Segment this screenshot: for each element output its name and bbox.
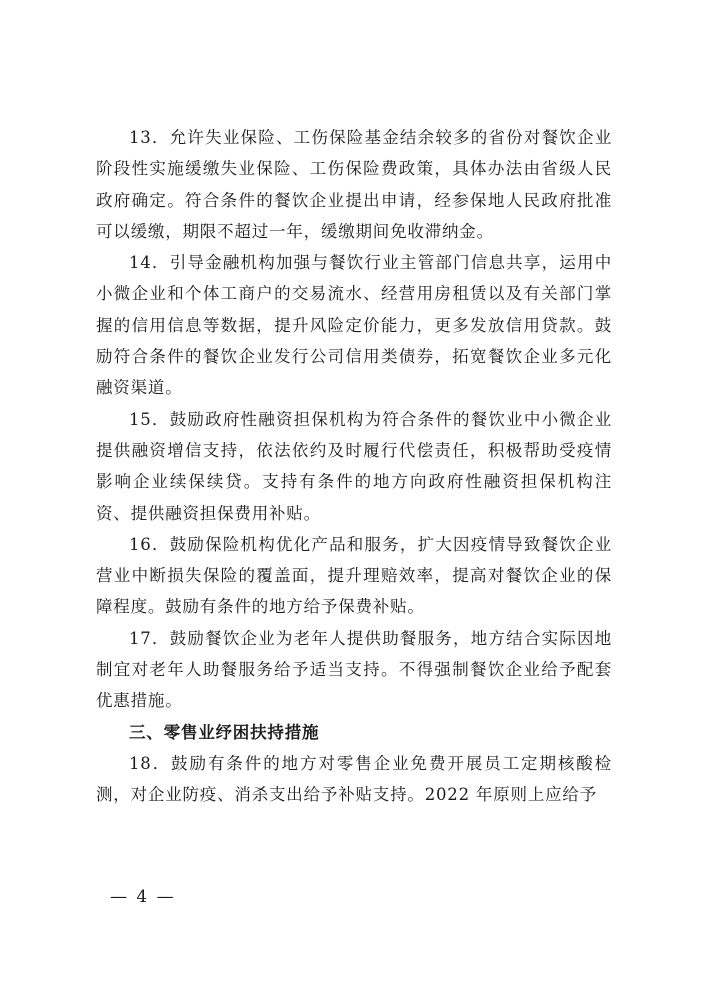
section-heading: 三、零售业纾困扶持措施 (129, 722, 320, 742)
document-body (96, 122, 612, 811)
paragraph-16: 16．鼓励保险机构优化产品和服务，扩大因疫情导致餐饮企业营业中断损失保险的覆盖面，提升理赔效率，提高对餐饮企业的保障程度。鼓励有条件的地方给予保费补贴。 (96, 534, 612, 617)
paragraph-18: 18．鼓励有条件的地方对零售企业免费开展员工定期核酸检测，对企业防疫、消杀支出给予补贴支持。2022 年原则上应给予 (96, 753, 612, 805)
paragraph-15: 15．鼓励政府性融资担保机构为符合条件的餐饮业中小微企业提供融资增信支持，依法依约及时履行代偿责任，积极帮助受疫情影响企业续保续贷。支持有条件的地方向政府性融资担保机构注资、提供融资担保费用补贴。 (96, 409, 612, 523)
paragraph-17: 17．鼓励餐饮企业为老年人提供助餐服务，地方结合实际因地制宜对老年人助餐服务给予适当支持。不得强制餐饮企业给予配套优惠措施。 (96, 628, 612, 711)
page-number: — 4 — (110, 887, 176, 907)
paragraph-13: 13．允许失业保险、工伤保险基金结余较多的省份对餐饮企业阶段性实施缓缴失业保险、工伤保险费政策，具体办法由省级人民政府确定。符合条件的餐饮企业提出申请，经参保地人民政府批准可以缓缴，期限不超过一年，缓缴期间免收滞纳金。 (96, 128, 612, 241)
paragraph-14: 14．引导金融机构加强与餐饮行业主管部门信息共享，运用中小微企业和个体工商户的交易流水、经营用房租赁以及有关部门掌握的信用信息等数据，提升风险定价能力，更多发放信用贷款。鼓励符合条件的餐饮企业发行公司信用类债券，拓宽餐饮企业多元化融资渠道。 (96, 253, 612, 398)
